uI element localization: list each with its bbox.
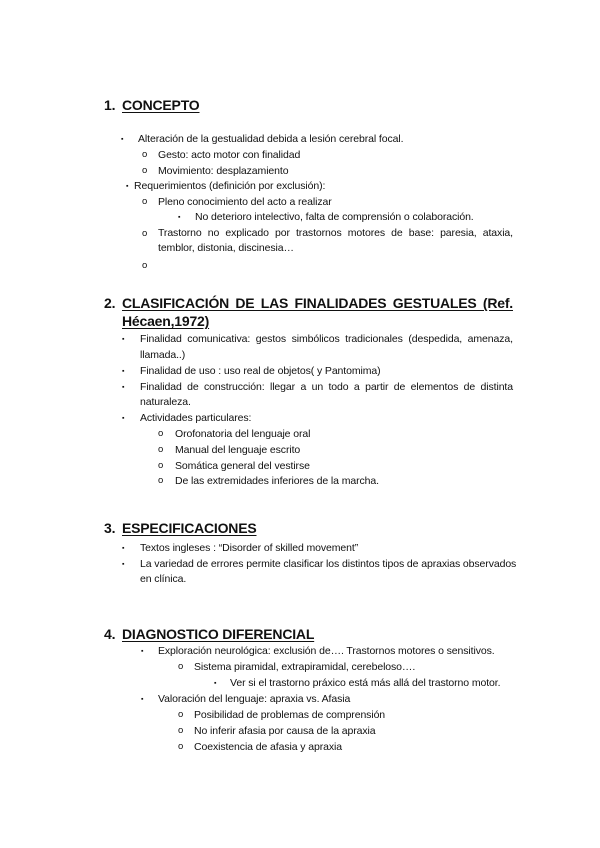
list-item: No deterioro intelectivo, falta de comprensión o colaboración. [195,211,474,223]
bullet-square: ▪ [122,368,125,375]
list-item: Requerimientos (definición por exclusión): [134,180,326,192]
list-item-line: Finalidad de construcción: llegar a un todo a partir de elementos de distinta [140,381,513,393]
list-item: Valoración del lenguaje: apraxia vs. Afasia [158,693,351,705]
bullet-circle: o [142,165,148,176]
section-3-heading [104,520,257,536]
list-item: Movimiento: desplazamiento [158,165,289,177]
bullet-square: ▪ [126,183,129,190]
section-4-heading [104,626,314,642]
list-item: Posibilidad de problemas de comprensión [194,709,386,721]
bullet-square: ▪ [178,214,181,221]
section-number: 4. [104,626,116,642]
bullet-square: ▪ [122,545,125,552]
bullet-square: ▪ [214,680,217,687]
section-1-heading [104,97,200,113]
section-2-number: 2. [104,295,116,311]
section-2-title-line: CLASIFICACIÓN DE LAS FINALIDADES GESTUALES (Ref. [122,295,513,311]
bullet-circle: o [158,475,164,486]
bullet-square: ▪ [122,384,125,391]
list-item: Actividades particulares: [140,412,252,424]
section-2-title-line: Hécaen,1972) [122,313,210,329]
list-item: Coexistencia de afasia y apraxia [194,741,342,753]
list-item-line: llamada..) [140,349,186,361]
list-item: Gesto: acto motor con finalidad [158,149,301,161]
section-title: ESPECIFICACIONES [122,520,257,536]
list-item: Alteración de la gestualidad debida a lesión cerebral focal. [138,133,404,145]
bullet-circle: o [178,725,184,736]
bullet-square: ▪ [122,415,125,422]
bullet-square: ▪ [122,336,125,343]
list-item: De las extremidades inferiores de la marcha. [175,475,379,487]
section-number: 1. [104,97,116,113]
bullet-circle: o [178,661,184,672]
list-item: Exploración neurológica: exclusión de…. Trastornos motores o sensitivos. [158,645,495,657]
list-item: No inferir afasia por causa de la apraxia [194,725,376,737]
list-item: Textos ingleses : “Disorder of skilled movement” [140,542,359,554]
section-title: CONCEPTO [122,97,200,113]
bullet-circle: o [158,460,164,471]
section-number: 3. [104,520,116,536]
list-item: Finalidad de uso : uso real de objetos( y Pantomima) [140,365,381,377]
list-item: Ver si el trastorno práxico está más allá del trastorno motor. [230,677,501,689]
bullet-circle: o [142,149,148,160]
list-item-line: naturaleza. [140,396,191,408]
list-item: Manual del lenguaje escrito [175,444,301,456]
bullet-square: ▪ [121,136,124,143]
bullet-circle-empty: o [142,260,148,271]
list-item: Orofonatoria del lenguaje oral [175,428,311,440]
bullet-square: ▪ [122,561,125,568]
list-item: Pleno conocimiento del acto a realizar [158,196,332,208]
list-item-line: temblor, distonia, discinesia… [158,242,294,254]
bullet-square: ▪ [141,696,144,703]
bullet-circle: o [158,444,164,455]
list-item-line: en clínica. [140,573,187,585]
bullet-circle: o [158,428,164,439]
bullet-square: ▪ [141,648,144,655]
bullet-circle: o [142,196,148,207]
bullet-circle: o [142,228,148,239]
list-item: Somática general del vestirse [175,460,310,472]
list-item: Sistema piramidal, extrapiramidal, cerebeloso…. [194,661,416,673]
list-item-line: Finalidad comunicativa: gestos simbólicos tradicionales (despedida, amenaza, [140,333,513,345]
list-item-line: La variedad de errores permite clasificar los distintos tipos de apraxias observados [140,558,517,570]
bullet-circle: o [178,709,184,720]
bullet-circle: o [178,741,184,752]
list-item-line: Trastorno no explicado por trastornos motores de base: paresia, ataxia, [158,227,513,239]
section-title: DIAGNOSTICO DIFERENCIAL [122,626,315,642]
